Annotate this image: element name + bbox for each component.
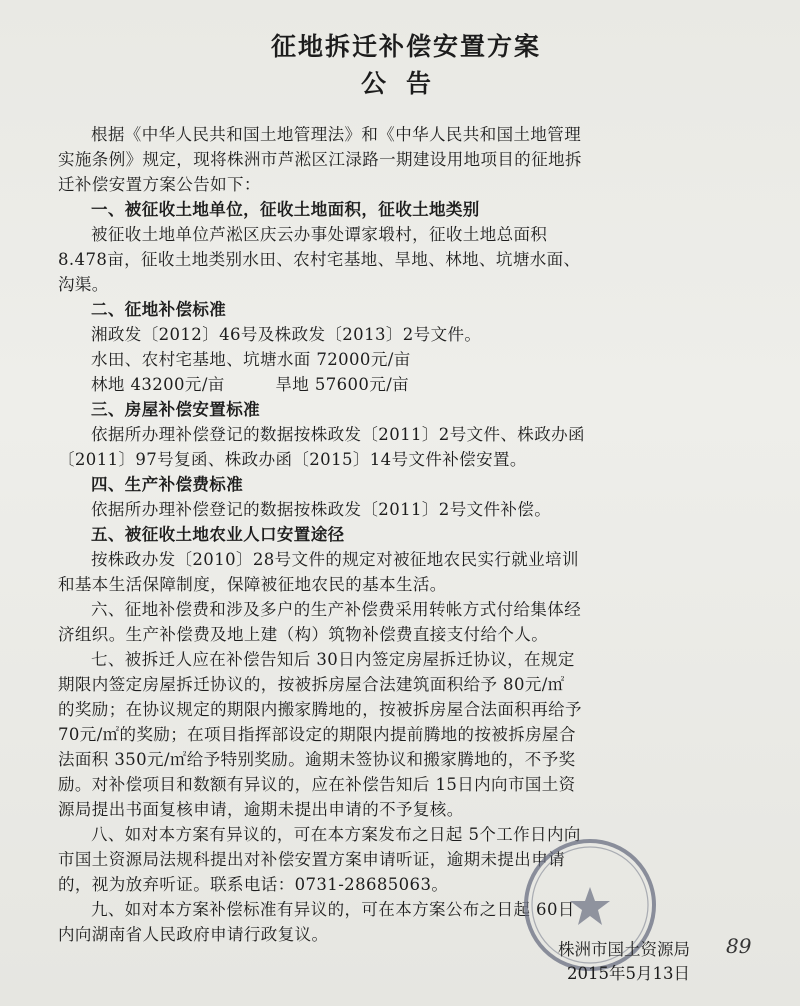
body-line: 市国土资源局法规科提出对补偿安置方案申请听证，逾期未提出申请: [58, 850, 565, 869]
body-line: 内向湖南省人民政府申请行政复议。: [58, 925, 329, 944]
issuing-organization: 株洲市国土资源局: [558, 940, 690, 959]
handwritten-page-number: 89: [726, 934, 752, 958]
body-line: 8.478亩，征收土地类别水田、农村宅基地、旱地、林地、坑塘水面、: [58, 250, 581, 269]
body-line: 八、如对本方案有异议的，可在本方案发布之日起 5个工作日内向: [91, 825, 581, 844]
document-subtitle: 公告: [360, 69, 451, 98]
section-heading: 三、房屋补偿安置标准: [91, 400, 260, 419]
section-heading: 二、征地补偿标准: [91, 300, 227, 319]
body-line: 济组织。生产补偿费及地上建（构）筑物补偿费直接支付给个人。: [58, 625, 549, 644]
section-heading: 一、被征收土地单位，征收土地面积，征收土地类别: [91, 200, 480, 219]
body-line: 依据所办理补偿登记的数据按株政发〔2011〕2号文件、株政办函: [91, 425, 585, 444]
body-line: 期限内签定房屋拆迁协议的，按被拆房屋合法建筑面积给予 80元/㎡: [58, 675, 565, 694]
body-line: 〔2011〕97号复函、株政办函〔2015〕14号文件补偿安置。: [58, 450, 527, 469]
body-line: 的，视为放弃听证。联系电话：0731-28685063。: [58, 875, 449, 894]
body-line: 按株政办发〔2010〕28号文件的规定对被征地农民实行就业培训: [91, 550, 579, 569]
section-heading: 四、生产补偿费标准: [91, 475, 244, 494]
section-heading: 五、被征收土地农业人口安置途径: [91, 525, 345, 544]
body-line: 六、征地补偿费和涉及多户的生产补偿费采用转帐方式付给集体经: [91, 600, 582, 619]
body-line: 依据所办理补偿登记的数据按株政发〔2011〕2号文件补偿。: [91, 500, 552, 519]
body-line: 法面积 350元/㎡给予特别奖励。逾期未签协议和搬家腾地的，不予奖: [58, 750, 576, 769]
body-line: 林地 43200元/亩 旱地 57600元/亩: [91, 375, 410, 394]
body-line: 源局提出书面复核申请，逾期未提出申请的不予复核。: [58, 800, 464, 819]
body-line: 九、如对本方案补偿标准有异议的，可在本方案公布之日起 60日: [91, 900, 575, 919]
document-body: [58, 122, 754, 947]
body-line: 沟渠。: [58, 275, 109, 294]
signature-block: [558, 938, 690, 986]
document-title: 征地拆迁补偿安置方案: [270, 32, 541, 61]
body-line: 水田、农村宅基地、坑塘水面 72000元/亩: [91, 350, 411, 369]
body-line: 迁补偿安置方案公告如下：: [58, 175, 261, 194]
body-line: 的奖励；在协议规定的期限内搬家腾地的，按被拆房屋合法面积再给予: [58, 700, 582, 719]
issue-date: 2015年5月13日: [567, 964, 690, 983]
body-line: 根据《中华人民共和国土地管理法》和《中华人民共和国土地管理: [91, 125, 582, 144]
body-line: 实施条例》规定，现将株洲市芦淞区江渌路一期建设用地项目的征地拆: [58, 150, 582, 169]
body-line: 励。对补偿项目和数额有异议的，应在补偿告知后 15日内向市国土资: [58, 775, 576, 794]
body-line: 七、被拆迁人应在补偿告知后 30日内签定房屋拆迁协议，在规定: [91, 650, 575, 669]
body-line: 70元/㎡的奖励；在项目指挥部设定的期限内提前腾地的按被拆房屋合: [58, 725, 576, 744]
body-line: 被征收土地单位芦淞区庆云办事处谭家塅村，征收土地总面积: [91, 225, 548, 244]
body-line: 和基本生活保障制度，保障被征地农民的基本生活。: [58, 575, 447, 594]
body-line: 湘政发〔2012〕46号及株政发〔2013〕2号文件。: [91, 325, 482, 344]
